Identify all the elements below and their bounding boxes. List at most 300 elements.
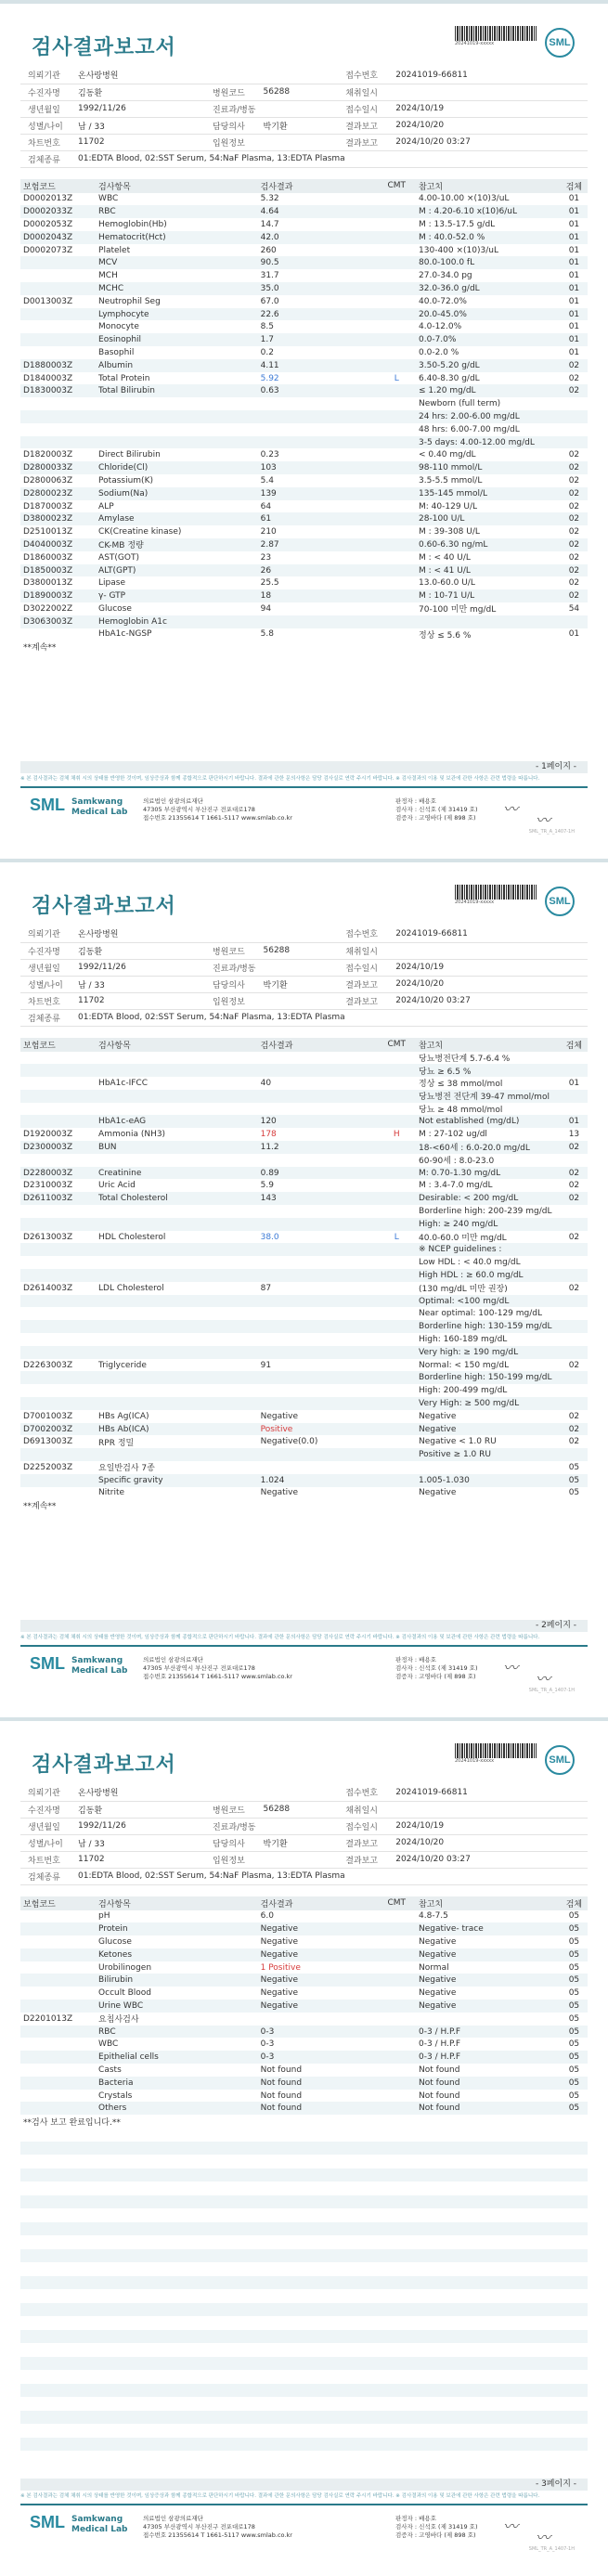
empty-cell xyxy=(258,2235,378,2249)
empty-cell xyxy=(258,2168,378,2182)
empty-cell xyxy=(258,2195,378,2209)
cell-result: 5.4 xyxy=(260,475,274,485)
cell-item: Hemoglobin(Hb) xyxy=(98,219,167,229)
empty-cell xyxy=(561,2276,588,2290)
cell-result: 91 xyxy=(260,1360,272,1370)
cell-result: 103 xyxy=(258,461,378,474)
cell-code xyxy=(20,423,96,436)
signer-2: 검사자 : 신석호 (제 31419 호) xyxy=(395,2523,478,2531)
info-label: 결과보고 xyxy=(338,134,388,150)
info-label: 생년월일 xyxy=(20,100,71,117)
empty-cell xyxy=(377,2181,416,2195)
cell-item: ALP xyxy=(98,501,114,511)
cell-result: Negative xyxy=(258,1948,378,1961)
empty-cell xyxy=(377,2195,416,2209)
cell-code xyxy=(20,1205,96,1218)
empty-cell xyxy=(96,2142,258,2155)
lab-addr: 47305 부산광역시 부산진구 전포대로178 xyxy=(143,806,255,813)
info-label: 담당의사 xyxy=(205,976,256,992)
cell-result xyxy=(258,423,378,436)
cell-ref: 0.0-7.0% xyxy=(416,333,561,346)
lab-name-line1: Samkwang xyxy=(71,2515,123,2524)
cell-item xyxy=(96,1371,258,1384)
info-value xyxy=(256,959,339,976)
cell-sp: 01 xyxy=(561,256,588,269)
cell-item xyxy=(96,1154,258,1167)
cell-code: D2263003Z xyxy=(23,1360,73,1370)
cell-sp: 02 xyxy=(568,1360,580,1370)
empty-cell xyxy=(258,2397,378,2411)
empty-cell xyxy=(416,2384,561,2398)
info-value: 20241019-66811 xyxy=(388,1784,588,1801)
cell-sp: 05 xyxy=(568,1911,580,1922)
empty-cell xyxy=(416,2195,561,2209)
specimen-value: 01:EDTA Blood, 02:SST Serum, 54:NaF Plasma, 13:EDTA Plasma xyxy=(71,150,588,167)
page-number: - 2페이지 - xyxy=(20,1620,588,1632)
empty-cell xyxy=(561,2357,588,2371)
barcode-text: 20241019-xxxxx xyxy=(455,1758,495,1764)
cell-code: D1870003Z xyxy=(23,501,73,511)
info-value xyxy=(388,942,588,959)
barcode-text: 20241019-xxxxx xyxy=(455,900,495,905)
info-label xyxy=(205,926,256,942)
cell-sp: 05 xyxy=(568,2065,580,2075)
cell-sp xyxy=(561,397,588,410)
cell-result: 42.0 xyxy=(258,231,378,244)
cell-code: D1820003Z xyxy=(23,450,73,460)
empty-cell xyxy=(561,2397,588,2411)
cell-code: D7001003Z xyxy=(23,1411,73,1421)
result-row xyxy=(20,218,588,231)
empty-cell xyxy=(377,2370,416,2384)
cell-item: Hemoglobin A1c xyxy=(96,615,258,628)
column-header-item: 검사항목 xyxy=(96,179,258,193)
cell-sp: 02 xyxy=(568,1411,580,1421)
cell-cmt xyxy=(377,308,416,321)
cell-sp: 05 xyxy=(568,1962,580,1973)
empty-row xyxy=(20,2155,588,2168)
cell-ref: M: 0.70-1.30 mg/dL xyxy=(416,1167,561,1180)
cell-sp xyxy=(561,1205,588,1218)
info-value: 11702 xyxy=(71,134,205,150)
cell-cmt xyxy=(377,1461,416,1474)
cell-code xyxy=(20,1256,96,1269)
patient-info-table xyxy=(20,67,588,168)
empty-cell xyxy=(96,2424,258,2438)
cell-result: Negative xyxy=(260,1411,298,1421)
cell-cmt xyxy=(377,333,416,346)
cell-sp: 01 xyxy=(568,347,580,357)
signature-mark: 〰 xyxy=(536,811,551,829)
cell-cmt xyxy=(377,1141,416,1154)
cell-sp: 01 xyxy=(568,629,580,640)
empty-cell xyxy=(377,2262,416,2276)
info-value: 2024/10/19 xyxy=(388,1818,588,1834)
cell-item xyxy=(96,1397,258,1410)
cell-result: 5.9 xyxy=(260,1181,274,1191)
cell-result xyxy=(258,1320,378,1333)
signatures xyxy=(395,1656,478,1681)
cell-ref: Negative- trace xyxy=(416,1922,561,1935)
cell-cmt xyxy=(377,205,416,218)
lab-address xyxy=(143,1656,292,1681)
empty-cell xyxy=(258,2155,378,2168)
result-row xyxy=(20,1423,588,1436)
cell-result: 6.0 xyxy=(260,1911,274,1922)
cell-sp xyxy=(561,1333,588,1346)
empty-cell xyxy=(377,2343,416,2357)
cell-sp xyxy=(561,1269,588,1282)
cell-ref: 98-110 mmol/L xyxy=(416,461,561,474)
cell-code: D0002073Z xyxy=(23,245,73,255)
cell-result xyxy=(258,1256,378,1269)
result-row xyxy=(20,628,588,641)
empty-cell xyxy=(377,2357,416,2371)
result-row xyxy=(20,193,588,206)
cell-result: 94 xyxy=(260,603,272,614)
cell-result: Negative(0.0) xyxy=(260,1437,318,1447)
patient-info-table xyxy=(20,1784,588,1885)
info-label: 채취일시 xyxy=(338,942,388,959)
info-value: 남 / 33 xyxy=(71,976,205,992)
info-label: 수진자명 xyxy=(20,942,71,959)
cell-ref: Normal: < 150 mg/dL xyxy=(419,1360,510,1370)
cell-code: D6913003Z xyxy=(23,1437,73,1447)
cell-ref: 48 hrs: 6.00-7.00 mg/dL xyxy=(419,424,520,434)
empty-cell xyxy=(561,2262,588,2276)
cell-result: 5.32 xyxy=(260,194,279,204)
cell-result xyxy=(258,1384,378,1397)
lab-tel: 접수번호 21355614 T 1661-5117 www.smlab.co.kr xyxy=(143,814,292,822)
cell-item: pH xyxy=(98,1911,110,1922)
empty-cell xyxy=(377,2451,416,2465)
cell-cmt xyxy=(377,1346,416,1359)
signature-mark: 〰 xyxy=(536,1670,551,1688)
cell-item: Urine WBC xyxy=(96,2000,258,2013)
cell-ref: Newborn (full term) xyxy=(419,399,501,409)
cell-item: RPR 정밀 xyxy=(98,1438,135,1448)
empty-cell xyxy=(377,2289,416,2303)
signature-mark: 〰 xyxy=(536,2529,551,2546)
info-row xyxy=(20,1009,588,1026)
empty-cell xyxy=(96,2343,258,2357)
empty-cell xyxy=(377,2316,416,2330)
cell-result: 1 Positive xyxy=(260,1962,301,1973)
cell-result: 25.5 xyxy=(260,578,279,589)
empty-cell xyxy=(416,2181,561,2195)
cell-code xyxy=(20,346,96,359)
cell-item: HbA1c-eAG xyxy=(96,1115,258,1128)
signer-3: 검증자 : 고영바다 (제 898 호) xyxy=(395,2531,476,2539)
cell-sp: 02 xyxy=(568,552,580,563)
cell-cmt xyxy=(377,551,416,564)
cell-ref: 40.0-72.0% xyxy=(419,296,467,306)
cell-cmt xyxy=(377,525,416,538)
info-label: 성별/나이 xyxy=(20,117,71,134)
cell-cmt xyxy=(377,1448,416,1461)
empty-cell xyxy=(416,2330,561,2344)
empty-cell xyxy=(416,2303,561,2317)
cell-result: 22.6 xyxy=(258,308,378,321)
column-header-ref: 참고치 xyxy=(416,1038,561,1052)
cell-item: Uric Acid xyxy=(98,1181,136,1191)
info-value: 김동환 xyxy=(71,1801,205,1818)
empty-row xyxy=(20,2168,588,2182)
cell-sp: 05 xyxy=(561,2000,588,2013)
cell-cmt xyxy=(377,615,416,628)
cell-code xyxy=(20,1346,96,1359)
document-id: SML_TR_A_1407-1H xyxy=(528,2546,575,2552)
info-label: 의뢰기관 xyxy=(20,1784,71,1801)
empty-cell xyxy=(20,2330,96,2344)
cell-cmt xyxy=(377,282,416,295)
empty-cell xyxy=(96,2222,258,2236)
cell-ref: 1.005-1.030 xyxy=(416,1474,561,1487)
cell-ref: M: 40-129 U/L xyxy=(419,501,478,511)
cell-code xyxy=(20,1397,96,1410)
info-label: 검체종류 xyxy=(20,150,71,167)
cell-result: 0.2 xyxy=(260,347,274,357)
cell-cmt xyxy=(377,1935,416,1948)
column-header-sp: 검체 xyxy=(561,1038,588,1052)
empty-cell xyxy=(377,2208,416,2222)
empty-cell xyxy=(377,2142,416,2155)
cell-code xyxy=(20,1961,96,1974)
cell-item: Glucose xyxy=(98,603,132,614)
cell-code: D7002003Z xyxy=(20,1423,96,1436)
cell-result xyxy=(258,1461,378,1474)
cell-code: D1840003Z xyxy=(23,373,73,383)
cell-result: 120 xyxy=(258,1115,378,1128)
cell-ref: 4.8-7.5 xyxy=(419,1911,448,1922)
cell-ref: 3.5-5.5 mmol/L xyxy=(419,475,483,485)
info-value xyxy=(256,134,339,150)
cell-cmt xyxy=(377,397,416,410)
cell-ref: 27.0-34.0 pg xyxy=(419,271,472,281)
empty-cell xyxy=(96,2208,258,2222)
cell-code xyxy=(20,1269,96,1282)
cell-result xyxy=(258,1307,378,1320)
cell-sp: 05 xyxy=(561,2026,588,2039)
cell-sp: 01 xyxy=(568,296,580,306)
lab-name-line1: Samkwang xyxy=(71,797,123,807)
cell-code: D2613003Z xyxy=(23,1232,73,1242)
info-row xyxy=(20,942,588,959)
cell-code: D1850003Z xyxy=(20,564,96,577)
cell-sp xyxy=(561,1371,588,1384)
cell-sp: 54 xyxy=(568,603,580,614)
result-row xyxy=(20,1474,588,1487)
cell-result xyxy=(258,1333,378,1346)
cell-sp: 01 xyxy=(568,1078,580,1088)
cell-cmt xyxy=(377,2051,416,2064)
cell-sp: 05 xyxy=(568,2091,580,2101)
cell-item: HDL Cholesterol xyxy=(98,1232,166,1242)
empty-cell xyxy=(258,2357,378,2371)
lab-addr: 47305 부산광역시 부산진구 전포대로178 xyxy=(143,1664,255,1672)
empty-cell xyxy=(96,2411,258,2425)
cell-item xyxy=(96,1269,258,1282)
cell-item xyxy=(96,1448,258,1461)
cell-sp xyxy=(561,1154,588,1167)
empty-cell xyxy=(20,2343,96,2357)
empty-cell xyxy=(561,2424,588,2438)
info-label: 수진자명 xyxy=(20,84,71,100)
cell-ref: 135-145 mmol/L xyxy=(416,487,561,500)
cell-ref: 0-3 / H.P.F xyxy=(419,2039,461,2050)
cell-sp xyxy=(561,1256,588,1269)
cell-result: Not found xyxy=(258,2102,378,2115)
cell-ref: 40.0-60.0 미만 mg/dL xyxy=(419,1234,507,1244)
result-row xyxy=(20,1346,588,1359)
cell-sp: 02 xyxy=(568,578,580,589)
info-value xyxy=(388,1801,588,1818)
cell-code xyxy=(20,269,96,282)
info-row xyxy=(20,134,588,150)
empty-row xyxy=(20,2262,588,2276)
cell-cmt xyxy=(377,1410,416,1423)
result-row xyxy=(20,1256,588,1269)
cell-ref: High: ≥ 240 mg/dL xyxy=(416,1218,561,1231)
result-row xyxy=(20,576,588,589)
result-row xyxy=(20,346,588,359)
info-value: 1992/11/26 xyxy=(71,959,205,976)
cell-item: AST(GOT) xyxy=(98,552,139,563)
cell-item: HbA1c-NGSP xyxy=(98,629,152,640)
lab-name xyxy=(71,797,127,818)
signature-mark: 〰 xyxy=(503,800,519,818)
cell-ref: M : 39-308 U/L xyxy=(419,527,480,537)
cell-ref: Negative xyxy=(419,1988,457,1999)
barcode xyxy=(455,1743,537,1758)
cell-result: 1.7 xyxy=(258,333,378,346)
cell-cmt xyxy=(377,1218,416,1231)
cell-result: Negative xyxy=(260,1988,298,1999)
cell-cmt xyxy=(377,423,416,436)
cell-item xyxy=(96,1064,258,1077)
cell-item xyxy=(96,1295,258,1308)
signature-mark: 〰 xyxy=(503,1659,519,1676)
empty-cell xyxy=(416,2168,561,2182)
cell-sp: 02 xyxy=(568,1181,580,1191)
info-value: 2024/10/19 xyxy=(388,100,588,117)
cell-sp xyxy=(561,1320,588,1333)
cell-ref: Borderline high: 150-199 mg/dL xyxy=(416,1371,561,1384)
cell-item: MCHC xyxy=(96,282,258,295)
empty-cell xyxy=(96,2330,258,2344)
result-row xyxy=(20,372,588,385)
cell-item: Eosinophil xyxy=(96,333,258,346)
cell-code xyxy=(20,333,96,346)
cell-ref: 6.40-8.30 g/dL xyxy=(419,373,480,383)
cell-item: MCH xyxy=(98,271,118,281)
result-row xyxy=(20,1910,588,1923)
empty-cell xyxy=(416,2357,561,2371)
empty-cell xyxy=(20,2451,96,2465)
column-header-result: 검사결과 xyxy=(258,1038,378,1052)
cell-cmt xyxy=(377,474,416,487)
info-row xyxy=(20,1868,588,1884)
empty-cell xyxy=(20,2411,96,2425)
continued-text: **계속** xyxy=(23,1502,57,1512)
barcode-text: 20241019-xxxxx xyxy=(455,41,495,46)
cell-result xyxy=(258,2013,378,2026)
result-row xyxy=(20,1103,588,1116)
cell-code xyxy=(20,1974,96,1987)
empty-row xyxy=(20,2451,588,2465)
empty-cell xyxy=(416,2451,561,2465)
cell-code xyxy=(20,1243,96,1256)
cell-ref: 20.0-45.0% xyxy=(416,308,561,321)
lab-address xyxy=(143,2515,292,2540)
cell-cmt xyxy=(377,1064,416,1077)
cell-item: Total Cholesterol xyxy=(96,1192,258,1205)
cell-ref: Negative xyxy=(416,1974,561,1987)
page-footer xyxy=(0,761,608,835)
result-row xyxy=(20,461,588,474)
lab-name-line2: Medical Lab xyxy=(71,1666,128,1676)
cell-cmt xyxy=(377,1167,416,1180)
empty-cell xyxy=(96,2195,258,2209)
result-row xyxy=(20,1243,588,1256)
result-row xyxy=(20,602,588,615)
cell-sp: 01 xyxy=(561,205,588,218)
cell-item: HbA1c-IFCC xyxy=(98,1078,149,1088)
cell-ref: (130 mg/dL 미만 권장) xyxy=(419,1285,508,1295)
cell-ref: 0.60-6.30 ng/mL xyxy=(416,538,561,551)
cell-code xyxy=(20,1103,96,1116)
cell-code xyxy=(20,1910,96,1923)
cell-code xyxy=(20,2051,96,2064)
empty-cell xyxy=(561,2142,588,2155)
empty-cell xyxy=(377,2155,416,2168)
info-value: 김동환 xyxy=(71,84,205,100)
cell-cmt xyxy=(377,193,416,206)
empty-cell xyxy=(416,2249,561,2263)
info-label: 진료과/병동 xyxy=(205,959,256,976)
cell-sp: 05 xyxy=(561,1922,588,1935)
cell-sp: 02 xyxy=(568,1437,580,1447)
sml-logo: SML xyxy=(545,28,575,58)
empty-cell xyxy=(258,2303,378,2317)
cell-cmt xyxy=(377,1307,416,1320)
cell-result: 5.8 xyxy=(260,629,274,640)
cell-result: 8.5 xyxy=(260,322,274,332)
cell-cmt xyxy=(377,564,416,577)
cell-sp: 02 xyxy=(568,501,580,511)
cell-cmt xyxy=(377,1397,416,1410)
cell-sp: 02 xyxy=(561,384,588,397)
info-label: 차트번호 xyxy=(20,134,71,150)
cell-item: WBC xyxy=(98,194,119,204)
cell-ref: Negative xyxy=(419,1488,457,1498)
empty-row xyxy=(20,2316,588,2330)
cell-cmt xyxy=(377,1052,416,1065)
cell-result xyxy=(258,1448,378,1461)
cell-item: LDL Cholesterol xyxy=(98,1283,164,1293)
info-row xyxy=(20,976,588,992)
cell-result xyxy=(258,1052,378,1065)
cell-ref: ≤ 1.20 mg/dL xyxy=(416,384,561,397)
info-value: 남 / 33 xyxy=(71,117,205,134)
info-value xyxy=(256,992,339,1009)
cell-ref: Not established (mg/dL) xyxy=(416,1115,561,1128)
empty-cell xyxy=(258,2289,378,2303)
info-value xyxy=(256,100,339,117)
cell-item: Neutrophil Seg xyxy=(98,296,161,306)
empty-cell xyxy=(416,2370,561,2384)
info-label: 담당의사 xyxy=(205,117,256,134)
